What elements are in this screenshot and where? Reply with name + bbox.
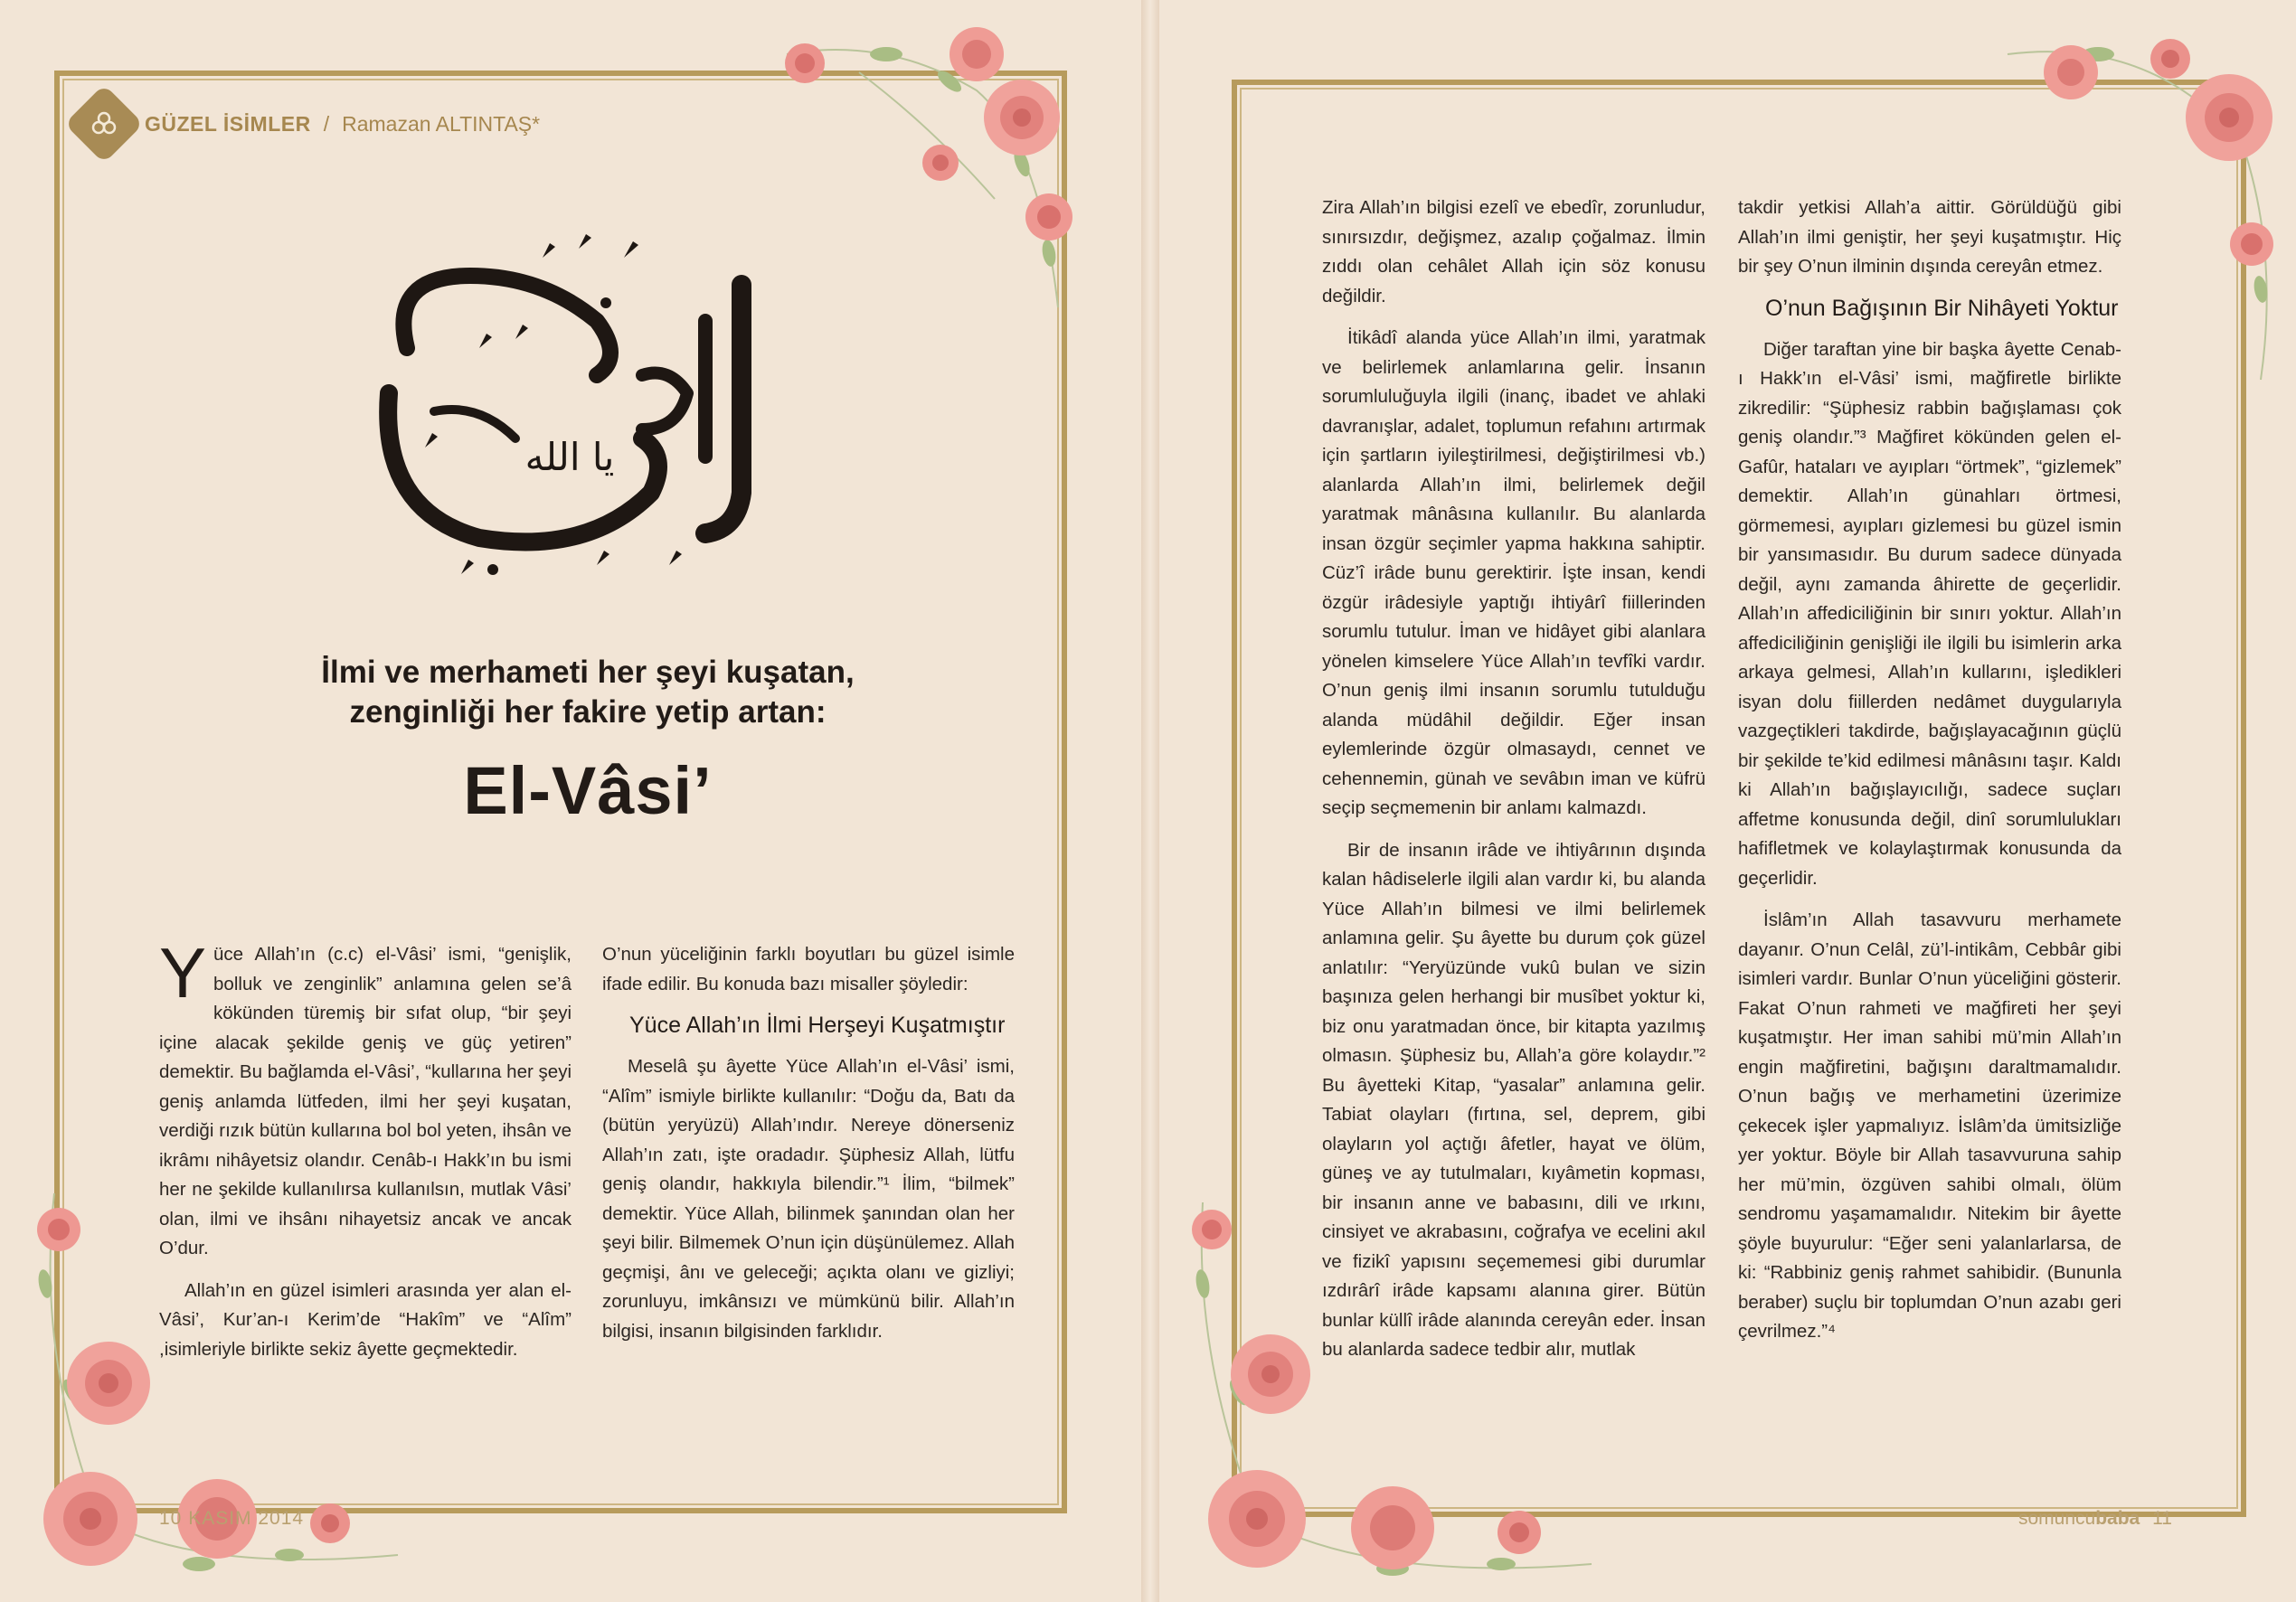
paragraph (159, 933, 572, 1264)
paragraph: Allah’ın en güzel isimleri arasında yer alan el-Vâsi’, Kur’an-ı Kerim’de “Hakîm” ve “Alîm” ,isimleriyle birlikte sekiz âyette geçmektedir. (159, 1279, 572, 1360)
paragraph: Meselâ şu âyette Yüce Allah’ın el-Vâsi’ ismi, “Alîm” ismiyle birlikte kullanılır: “Doğu da, Batı da (bütün yeryüzü) Allah’ındır. Nereye dönerseniz Allah’ın zatı, işte oradadır. Şüphesiz Allah, lütfu geniş olandır, hakkıyla bilendir.”¹ İlim, “bilmek” demektir. Yüce Allah, bilinmek şanından olan her şeyi bilir. Bilmemek O’nun için düşünülemez. Allah geçmişi, ânı ve geleceği; açıkta olanı ve gizliyi; zorunluyu, imkânsızı ve mümkünü bilir. Allah’ın bilgisi, insanın bilgisinden farklıdır. (602, 1056, 1015, 1342)
article-title: El-Vâsi’ (463, 753, 713, 828)
subtitle-line-2: zenginliği her fakire yetip artan: (349, 694, 827, 730)
section-heading: O’nun Bağışının Bir Nihâyeti Yoktur (1765, 295, 2119, 321)
drop-cap: Y (159, 933, 207, 1013)
section-title: GÜZEL İSİMLER (145, 111, 311, 136)
arabic-calligraphy-al-wasi (371, 221, 787, 601)
page-gutter (1141, 0, 1159, 1602)
folio-brand-b: baba (2095, 1508, 2140, 1529)
header-separator: / (323, 111, 330, 136)
right-folio (2018, 1508, 2172, 1530)
paragraph: O’nun yüceliğinin farklı boyutları bu güzel isimle ifade edilir. Bu konuda bazı misaller şöyledir: (602, 944, 1015, 994)
page-number: 11 (2152, 1508, 2172, 1529)
subtitle-line-1: İlmi ve merhameti her şeyi kuşatan, (321, 655, 855, 690)
text-column-3 (1322, 193, 1705, 1378)
paragraph: İslâm’ın Allah tasavvuru merhamete dayanır. O’nun Celâl, zü’l-intikâm, Cebbâr gibi isimleri vardır. Bunlar O’nun yüceliğini gösterir. Fakat O’nun rahmeti ve mağfireti her şeyi kuşatmıştır. Her iman sahibi mü’min Allah’ın engin mağfiretini, bağışını daraltmamalıdır. O’nun bağış ve merhametini üzerimize çekecek işler yapmalıyız. İslâm’da ümitsizliğe yer yoktur. Böyle bir Allah tasavvuruna sahip her mü’min, özgüven sahibi olmalı, ölüm sendromu yaşamamalıdır. Nitekim bir âyette şöyle buyurulur: “Eğer seni yalanlarlarsa, de ki: “Rabbiniz geniş rahmet sahibidir. (Bununla beraber) suçlu bir toplumdan O’nun azabı geri çevrilmez.”⁴ (1738, 909, 2121, 1342)
left-folio: 10 KASIM 2014 (159, 1508, 305, 1529)
rose-decoration-top-right (751, 18, 1094, 344)
paragraph: Bir de insanın irâde ve ihtiyârının dışında kalan hâdiselerle ilgili alan vardır ki, bu alanda Yüce Allah’ın bilmesi ve ilmi belirlemek anlamına gelir. Şu âyette bu durum çok güzel anlatılır: “Yeryüzünde vukû bulan ve sizin başınıza gelen herhangi bir musîbet yoktur ki, biz onu yaratmadan önce, bir kitapta yazılmış olmasın. Şüphesiz bu, Allah’a göre kolaydır.”² Bu âyetteki Kitap, “yasalar” anlamına gelir. Tabiat olayları (fırtına, sel, deprem, gibi olayların yol açtığı âfetler, hayat ve ölüm, güneş ve ay tutulmaları, kıyâmetin kopması, bir insanın anne ve babasını, dili ve ırkını, cinsiyet ve akrabasını, coğrafya ve ecelini akıl ve fizikî yapısını seçememesi gibi durumlar ızdırârî irâde kapsamı alanına girer. Bütün bunlar küllî irâde alanında cereyân eder. İnsan bu alanlarda sadece tedbir alır, mutlak (1322, 839, 1705, 1360)
text-column-1 (159, 933, 572, 1377)
text-column-4 (1738, 193, 2121, 1360)
folio-brand-a: somuncu (2018, 1508, 2096, 1529)
section-heading: Yüce Allah’ın İlmi Herşeyi Kuşatmıştır (629, 1013, 1006, 1038)
article-subtitle (271, 653, 904, 732)
paragraph: İtikâdî alanda yüce Allah’ın ilmi, yaratmak ve belirlemek anlamlarına gelir. İnsanın sorumluluğuyla ilgili (inanç, ibadet ve ahlaki davranışlar, adalet, toplumun refahını artırmak için şartların iyileştirilmesi, değiştirilmesi vb.) alanlarda Allah’ın ilmi, belirlemek değil yaratmak mânâsına kullanılır. Bu alanlarda insan özgür seçimler yapma hakkına sahiptir. Cüz’î irâde bunu gerektirir. İşte insan, kendi özgür irâdesiyle yaptığı ihtiyârî fiillerinden sorumlu tutulur. İman ve hidâyet gibi alanlara yönelen kimselere Yüce Allah’ın tevfîki vardır. O’nun geniş ilmi insanın sorumlu tutulduğu alanda müdâhil değildir. Eğer insan eylemlerinde özgür olmasaydı, cennet ve cehennemin, günah ve sevâbın iman ve küfrü seçip seçmemenin bir anlamı kalmazdı. (1322, 327, 1705, 818)
text-column-2 (602, 940, 1015, 1359)
paragraph-text: üce Allah’ın (c.c) el-Vâsi’ ismi, “genişlik, bolluk ve zenginlik” anlamına gelen se’â kökünden türemiş bir sıfat olup, “bir şeyi içine alacak şekilde geniş ve güç yetiren” demektir. Bu bağlamda el-Vâsi’, “kullarına her şeyi geniş anlamda lütfeden, ilmi her şeyi kuşatan, verdiği rızık bütün kullarına bol bol yeten, ihsân ve ikrâmı nihâyetsiz olandır. Cenâb-ı Hakk’ın bu ismi her ne şekilde kullanılırsa kullanılsın, mutlak Vâsi’ olan, ilmi ve ihsânı nihayetsiz ancak ve ancak O’dur. (159, 944, 572, 1258)
section-header (76, 96, 540, 152)
author-name: Ramazan ALTINTAŞ* (342, 111, 541, 136)
section-logo-icon (64, 84, 144, 164)
calligraphy-sub-text: يا الله (524, 435, 615, 479)
paragraph: Zira Allah’ın bilgisi ezelî ve ebedîr, zorunludur, sınırsızdır, değişmez, azalıp çoğalmaz. İlmin zıddı olan cehâlet Allah için söz konusu değildir. (1322, 197, 1705, 306)
paragraph: takdir yetkisi Allah’a aittir. Görüldüğü gibi Allah’ın ilmi geniştir, her şeyi kuşatmıştır. Hiç bir şey O’nun ilminin dışında cereyân etmez. (1738, 197, 2121, 277)
paragraph: Diğer taraftan yine bir başka âyette Cenab-ı Hakk’ın el-Vâsi’ ismi, mağfiretle birlikte zikredilir: “Şüphesiz rabbin bağışlaması çok geniş olandır.”³ Mağfiret kökünden gelen el-Gafûr, hataları ve ayıpları “örtmek”, “gizlemek” demektir. Allah’ın günahları örtmesi, görmemesi, ayıpları gizlemesi bu güzel ismin bir yansımasıdır. Bu durum sadece dünyada değil, aynı zamanda âhirette de geçerlidir. Allah’ın affediciliğinin bir sınırı yoktur. Allah’ın affediciliğinin genişliği ile ilgili bu isimlerin arka arkaya gelmesi, Allah’ın kullarını, işledikleri isyan dolu fiillerden nedâmet duygularıyla vazgeçtikleri takdirde, bağışlayacağının güçlü bir şekilde te’kid edilmesi mânâsını taşır. Kaldı ki Allah’ın bağışlayıcılığı, sadece suçları affetme konusunda değil, dinî sorumlulukları hafifletmek ve kolaylaştırmak konusunda da geçerlidir. (1738, 338, 2121, 889)
